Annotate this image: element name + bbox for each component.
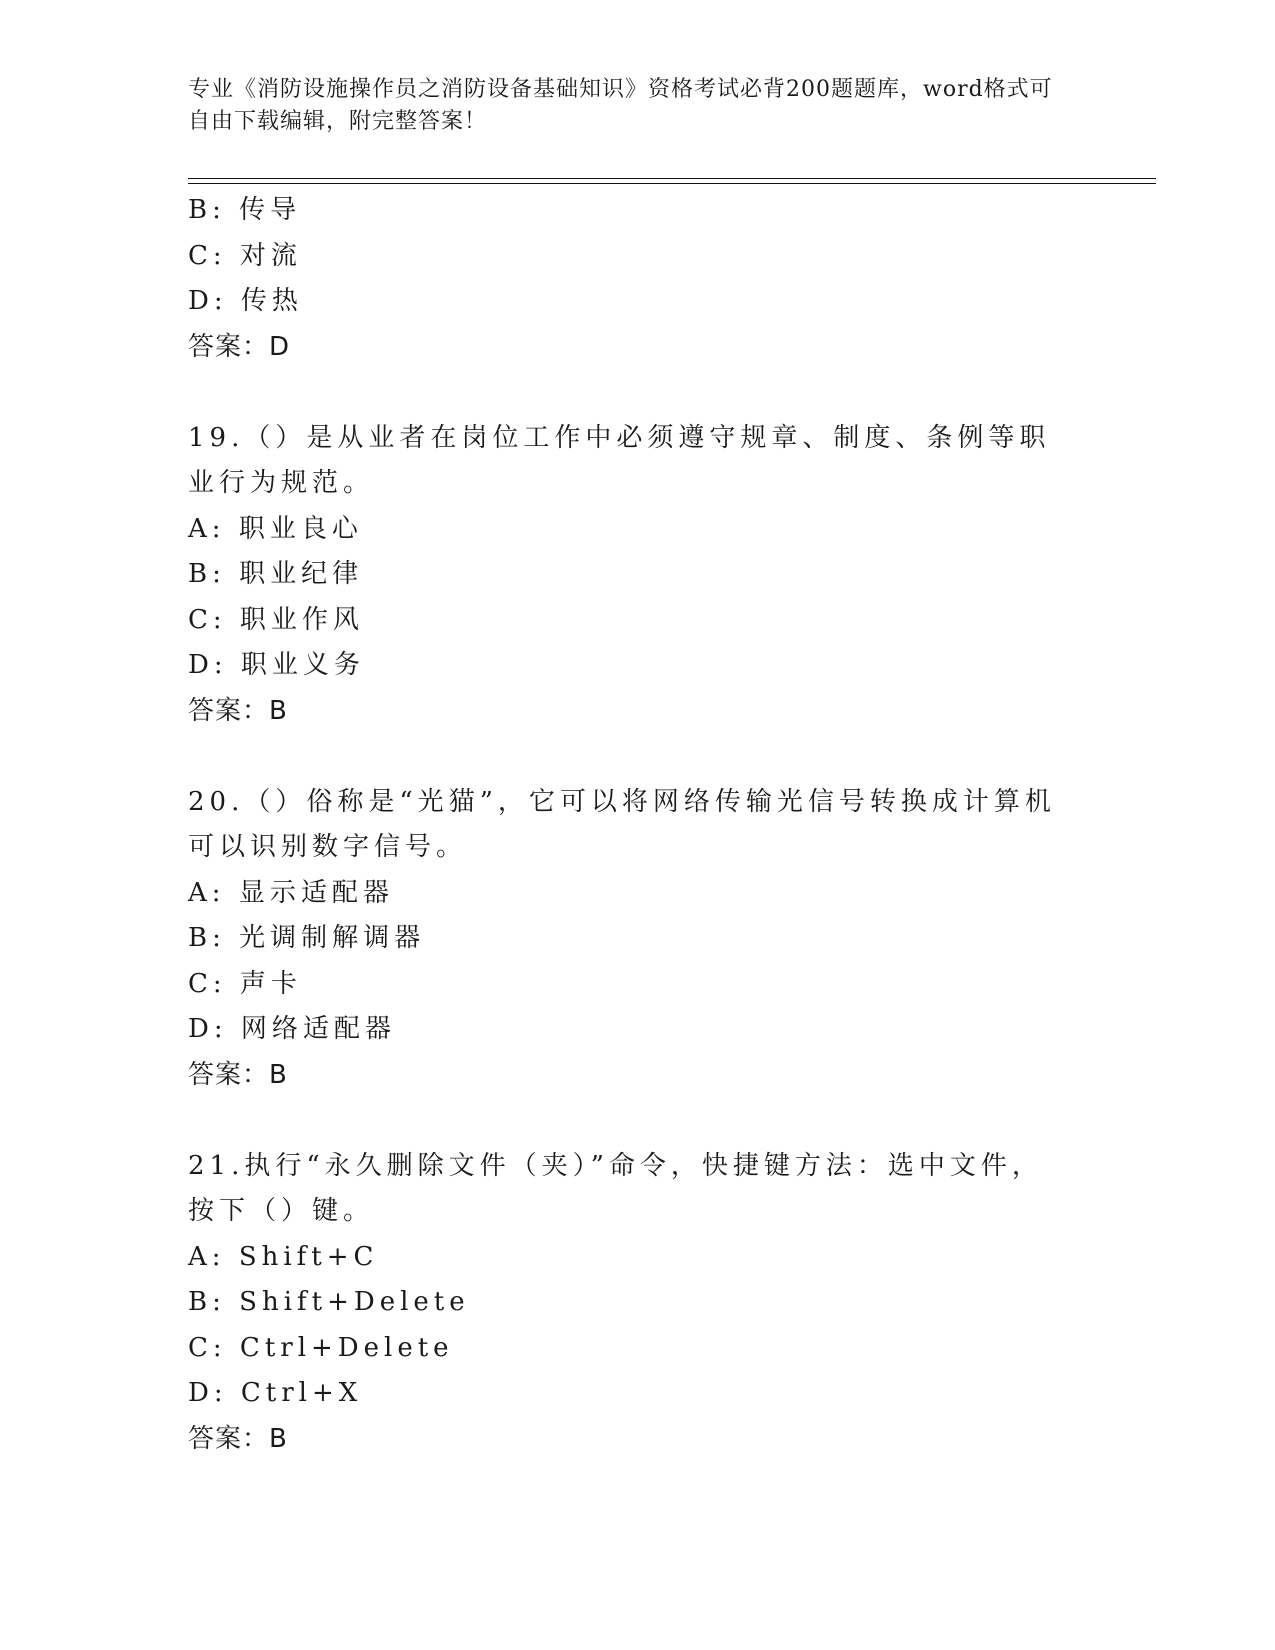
option-c: C: 职业作风 [188, 604, 364, 635]
question-text: 20.（）俗称是“光猫”，它可以将网络传输光信号转换成计算机可以识别数字信号。 [188, 786, 1056, 862]
option-a: A: 显示适配器 [188, 877, 394, 908]
document-header: 专业《消防设施操作员之消防设备基础知识》资格考试必背200题题库，word格式可自由下载编辑，附完整答案！ [188, 77, 1053, 134]
question-text: 21.执行“永久删除文件（夹）”命令，快捷键方法：选中文件，按下（）键。 [188, 1150, 1043, 1226]
option-d: D: 网络适配器 [188, 1014, 396, 1044]
answer: 答案：D [188, 331, 291, 362]
option-c: C: Ctrl+Delete [188, 1332, 454, 1363]
header-divider-bottom [188, 183, 1156, 184]
option-b: B: 传导 [188, 195, 302, 225]
option-a: A: Shift+C [188, 1241, 379, 1272]
document-body [188, 188, 1068, 1462]
option-c: C: 声卡 [188, 968, 302, 999]
answer: 答案：B [188, 1423, 288, 1454]
option-b: B: 职业纪律 [188, 559, 364, 589]
answer: 答案：B [188, 1059, 288, 1090]
question-19 [188, 416, 1068, 735]
question-20 [188, 780, 1068, 1099]
question-text: 19.（）是从业者在岗位工作中必须遵守规章、制度、条例等职业行为规范。 [188, 422, 1051, 498]
option-d: D: 职业义务 [188, 650, 365, 680]
question-continued [188, 188, 1068, 370]
option-b: B: 光调制解调器 [188, 923, 426, 953]
option-b: B: Shift+Delete [188, 1287, 470, 1317]
header-divider-top [188, 178, 1156, 179]
option-d: D: 传热 [188, 286, 303, 316]
question-21 [188, 1144, 1068, 1463]
option-d: D: Ctrl+X [188, 1378, 363, 1408]
option-c: C: 对流 [188, 240, 302, 271]
option-a: A: 职业良心 [188, 513, 363, 544]
answer: 答案：B [188, 695, 288, 726]
